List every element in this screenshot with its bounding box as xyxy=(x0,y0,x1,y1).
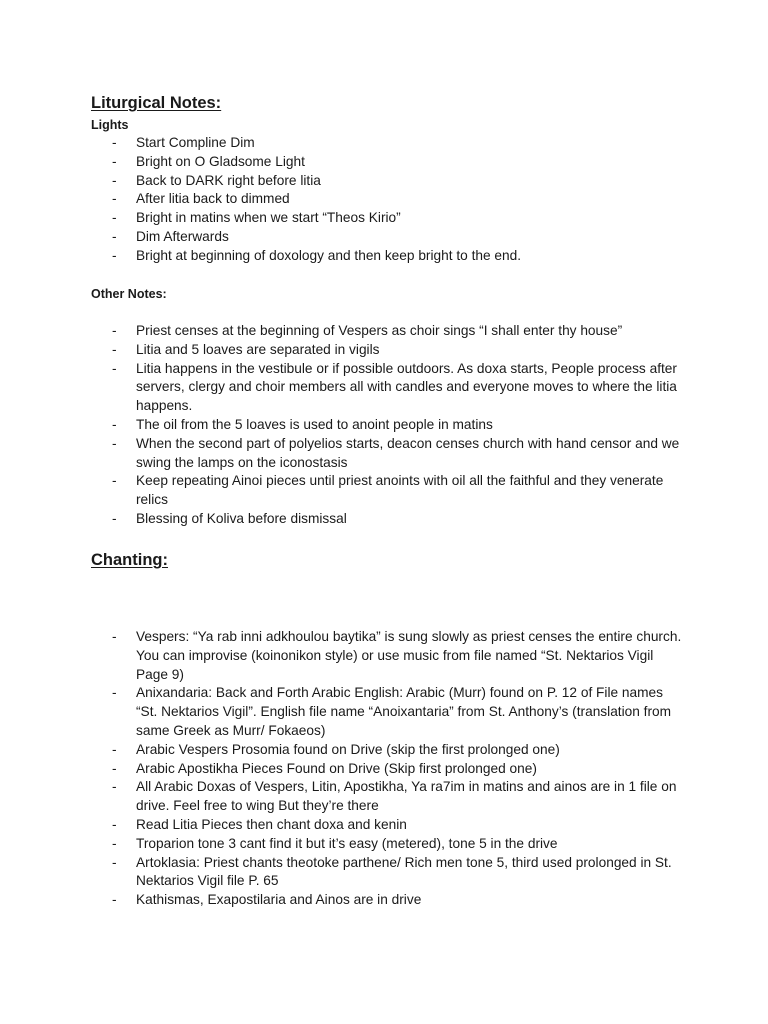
other-notes-list xyxy=(0,322,768,529)
dash-bullet: - xyxy=(112,779,117,795)
list-item xyxy=(0,247,684,266)
list-item xyxy=(0,778,684,816)
list-item-text: Bright in matins when we start “Theos Kirio” xyxy=(136,210,401,226)
dash-bullet: - xyxy=(112,629,117,644)
list-item-text: Troparion tone 3 cant find it but it’s easy (metered), tone 5 in the drive xyxy=(136,835,558,851)
dash-bullet: - xyxy=(112,341,117,357)
list-item-text: Dim Afterwards xyxy=(136,228,229,244)
list-item-text: Priest censes at the beginning of Vespers as choir sings “I shall enter thy house” xyxy=(136,323,623,338)
dash-bullet: - xyxy=(112,153,117,169)
dash-bullet: - xyxy=(112,360,117,376)
list-item-text: Litia happens in the vestibule or if possible outdoors. As doxa starts, People process after servers, clergy and choir members all with candles and everyone moves to where the litia happens. xyxy=(136,360,677,414)
list-item xyxy=(0,628,684,684)
list-item xyxy=(0,435,684,473)
dash-bullet: - xyxy=(112,473,117,489)
list-item-text: Arabic Apostikha Pieces Found on Drive (Skip first prolonged one) xyxy=(136,760,537,776)
list-item-text: All Arabic Doxas of Vespers, Litin, Apostikha, Ya ra7im in matins and ainos are in 1 file on drive. Feel free to wing But they’re there xyxy=(136,779,677,814)
list-item-text: Start Compline Dim xyxy=(136,135,255,150)
list-item xyxy=(0,228,684,247)
list-item xyxy=(0,835,684,854)
list-item-text: Litia and 5 loaves are separated in vigils xyxy=(136,341,380,357)
list-item-text: When the second part of polyelios starts, deacon censes church with hand censor and we swing the lamps on the iconostasis xyxy=(136,435,680,470)
list-item-text: Keep repeating Ainoi pieces until priest anoints with oil all the faithful and they venerate relics xyxy=(136,473,664,508)
list-item xyxy=(0,741,684,760)
list-item-text: Bright on O Gladsome Light xyxy=(136,153,305,169)
list-item xyxy=(0,510,684,529)
liturgical-notes-heading: Liturgical Notes: xyxy=(91,94,222,112)
dash-bullet: - xyxy=(112,816,117,832)
dash-bullet: - xyxy=(112,854,117,870)
list-item-text: Anixandaria: Back and Forth Arabic English: Arabic (Murr) found on P. 12 of File names “St. Nektarios Vigil”. English file name “Anoixantaria” from St. Anthony’s (translation from same Greek as Murr/ Fokaeos) xyxy=(136,685,672,738)
list-item-text: Read Litia Pieces then chant doxa and kenin xyxy=(136,816,407,832)
dash-bullet: - xyxy=(112,247,117,263)
list-item-text: Bright at beginning of doxology and then keep bright to the end. xyxy=(136,247,522,263)
list-item xyxy=(0,322,684,341)
lights-list xyxy=(0,134,768,266)
list-item xyxy=(0,190,684,209)
list-item-text: Kathismas, Exapostilaria and Ainos are in drive xyxy=(136,892,422,908)
dash-bullet: - xyxy=(112,685,117,701)
chanting-list xyxy=(0,628,768,910)
dash-bullet: - xyxy=(112,416,117,432)
dash-bullet: - xyxy=(112,741,117,757)
dash-bullet: - xyxy=(112,892,117,908)
dash-bullet: - xyxy=(112,835,117,851)
lights-subheading: Lights xyxy=(91,118,129,132)
list-item-text: The oil from the 5 loaves is used to anoint people in matins xyxy=(136,416,493,432)
list-item-text: After litia back to dimmed xyxy=(136,191,290,207)
dash-bullet: - xyxy=(112,191,117,207)
list-item xyxy=(0,472,684,510)
list-item xyxy=(0,134,684,153)
dash-bullet: - xyxy=(112,135,117,150)
list-item xyxy=(0,816,684,835)
list-item xyxy=(0,341,684,360)
chanting-heading: Chanting: xyxy=(91,551,168,569)
dash-bullet: - xyxy=(112,435,117,451)
dash-bullet: - xyxy=(112,210,117,226)
list-item-text: Blessing of Koliva before dismissal xyxy=(136,510,347,526)
list-item-text: Artoklasia: Priest chants theotoke parthene/ Rich men tone 5, third used prolonged in St. Nektarios Vigil file P. 65 xyxy=(136,854,672,889)
dash-bullet: - xyxy=(112,228,117,244)
list-item xyxy=(0,891,684,910)
list-item-text: Arabic Vespers Prosomia found on Drive (skip the first prolonged one) xyxy=(136,741,560,757)
list-item xyxy=(0,416,684,435)
list-item xyxy=(0,360,684,416)
list-item xyxy=(0,760,684,779)
dash-bullet: - xyxy=(112,510,117,526)
list-item xyxy=(0,684,684,740)
dash-bullet: - xyxy=(112,323,117,338)
other-notes-subheading: Other Notes: xyxy=(91,287,167,301)
list-item-text: Vespers: “Ya rab inni adkhoulou baytika” is sung slowly as priest censes the entire church. You can improvise (koinonikon style) or use music from file named “St. Nektarios Vigil Page 9) xyxy=(136,629,682,682)
list-item xyxy=(0,153,684,172)
list-item-text: Back to DARK right before litia xyxy=(136,172,321,188)
dash-bullet: - xyxy=(112,172,117,188)
dash-bullet: - xyxy=(112,760,117,776)
list-item xyxy=(0,854,684,892)
list-item xyxy=(0,209,684,228)
list-item xyxy=(0,172,684,191)
